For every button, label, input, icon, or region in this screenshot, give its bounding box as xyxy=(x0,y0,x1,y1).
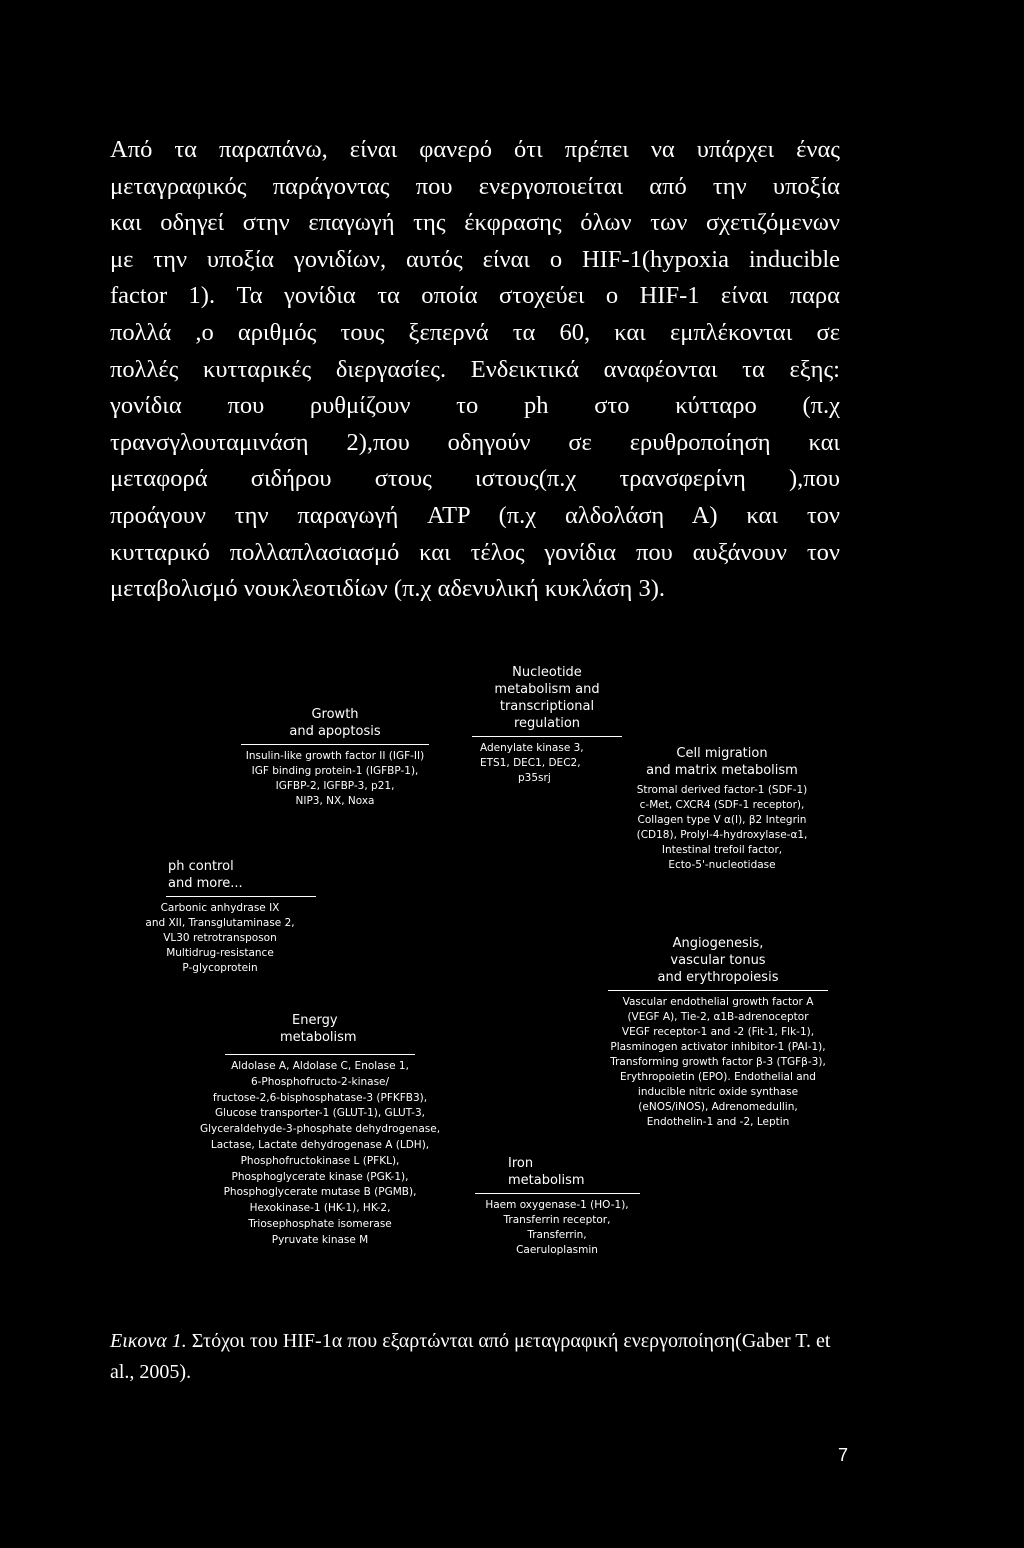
nucleotide-genes: Adenylate kinase 3, ETS1, DEC1, DEC2, p35srj xyxy=(480,742,584,784)
cell-migration-heading: Cell migration and matrix metabolism xyxy=(646,746,798,778)
figure-caption xyxy=(110,1326,850,1388)
ph-control-heading: ph control and more... xyxy=(168,859,243,891)
divider xyxy=(472,736,622,737)
paragraph-line: με την υποξία γονιδίων, αυτός είναι ο HIF-1(hypoxia inducible xyxy=(110,245,840,273)
paragraph-line: Από τα παραπάνω, είναι φανερό ότι πρέπει να υπάρχει ένας xyxy=(110,136,840,163)
energy-genes: Aldolase A, Aldolase C, Enolase 1, 6-Phosphofructo-2-kinase/ fructose-2,6-bisphosphatase-3 (PFKFB3), Glucose transporter-1 (GLUT-1), GLUT-3, Glyceraldehyde-3-phosphate dehydrogenase, Lactase, Lactate dehydrogenase A (LDH), Phosphofructokinase L (PFKL), Phosphoglycerate kinase (PGK-1), Phosphoglycerate mutase B (PGMB), Hexokinase-1 (HK-1), HK-2, Triosephosphate isomerase Pyruvate kinase M xyxy=(199,1060,441,1246)
energy-heading: Energy metabolism xyxy=(280,1013,357,1045)
nucleotide-heading: Nucleotide metabolism and transcriptional regulation xyxy=(494,665,600,731)
cell-migration-group xyxy=(618,745,826,873)
iron-group xyxy=(462,1155,652,1258)
divider xyxy=(241,744,429,745)
paragraph-line: και οδηγεί στην επαγωγή της έκφρασης όλων των σχετιζόμενων xyxy=(110,209,840,237)
paragraph-line: γονίδια που ρυθμίζουν το ph στο κύτταρο (π.χ xyxy=(110,392,840,420)
paragraph-line: πολλές κυτταρικές διεργασίες. Ενδεικτικά αναφέονται τα εξης: xyxy=(110,355,840,383)
paragraph-line: κυτταρικό πολλαπλασιασμό και τέλος γονίδια που αυξάνουν τον xyxy=(110,538,840,566)
caption-label: Εικονα 1. xyxy=(110,1330,187,1352)
cell-migration-genes: Stromal derived factor-1 (SDF-1) c-Met, CXCR4 (SDF-1 receptor), Collagen type V α(I), β2 Integrin (CD18), Prolyl-4-hydroxylase-α1, Intestinal trefoil factor, Ecto-5'-nucleotidase xyxy=(636,784,808,871)
paragraph-line: πολλά ,ο αριθμός τους ξεπερνά τα 60, και εμπλέκονται σε xyxy=(110,318,840,346)
divider xyxy=(608,990,828,991)
divider xyxy=(475,1193,640,1194)
page-number: 7 xyxy=(838,1445,849,1465)
paragraph-line: μεταγραφικός παράγοντας που ενεργοποιείται από την υποξία xyxy=(110,172,840,200)
angiogenesis-genes: Vascular endothelial growth factor A (VEGF A), Tie-2, α1B-adrenoceptor VEGF receptor-1 and -2 (Fit-1, Flk-1), Plasminogen activator inhibitor-1 (PAI-1), Transforming growth factor β-3 (TGFβ-3), Erythropoietin (EPO). Endothelial and inducible nitric oxide synthase (eNOS/iNOS), Adrenomedullin, Endothelin-1 and -2, Leptin xyxy=(610,996,826,1128)
body-paragraph xyxy=(110,132,840,608)
nucleotide-group xyxy=(462,664,632,786)
divider xyxy=(166,896,316,897)
angiogenesis-heading: Angiogenesis, vascular tonus and erythropoiesis xyxy=(657,936,779,985)
growth-heading: Growth and apoptosis xyxy=(289,707,381,739)
divider xyxy=(225,1054,415,1055)
caption-text: Στόχοι του HIF-1α που εξαρτώνται από μεταγραφική ενεργοποίηση(Gaber T. et al., 2005). xyxy=(110,1330,831,1383)
iron-genes: Haem oxygenase-1 (HO-1), Transferrin receptor, Transferrin, Caeruloplasmin xyxy=(485,1199,629,1256)
ph-control-group xyxy=(130,858,310,976)
growth-group xyxy=(240,706,430,809)
paragraph-line: factor 1). Τα γονίδια τα οποία στοχεύει ο HIF-1 είναι παρα xyxy=(110,282,840,310)
paragraph-line: τρανσγλουταμινάση 2),που οδηγούν σε ερυθροποίηση και xyxy=(110,428,840,456)
growth-genes: Insulin-like growth factor II (IGF-II) IGF binding protein-1 (IGFBP-1), IGFBP-2, IGFBP-3, p21, NIP3, NX, Noxa xyxy=(245,750,425,807)
paragraph-line: μεταφορά σιδήρου στους ιστους(π.χ τρανσφερίνη ),που xyxy=(110,465,840,493)
paragraph-line: προάγουν την παραγωγή ATP (π.χ αλδολάση Α) και τον xyxy=(110,501,840,529)
ph-control-genes: Carbonic anhydrase IX and XII, Transglutaminase 2, VL30 retrotransposon Multidrug-resistance P-glycoprotein xyxy=(145,902,295,974)
angiogenesis-group xyxy=(578,935,858,1130)
iron-heading: Iron metabolism xyxy=(508,1156,585,1188)
paragraph-line: μεταβολισμό νουκλεοτιδίων (π.χ αδενυλική κυκλάση 3). xyxy=(110,575,666,603)
energy-group xyxy=(170,1012,470,1249)
